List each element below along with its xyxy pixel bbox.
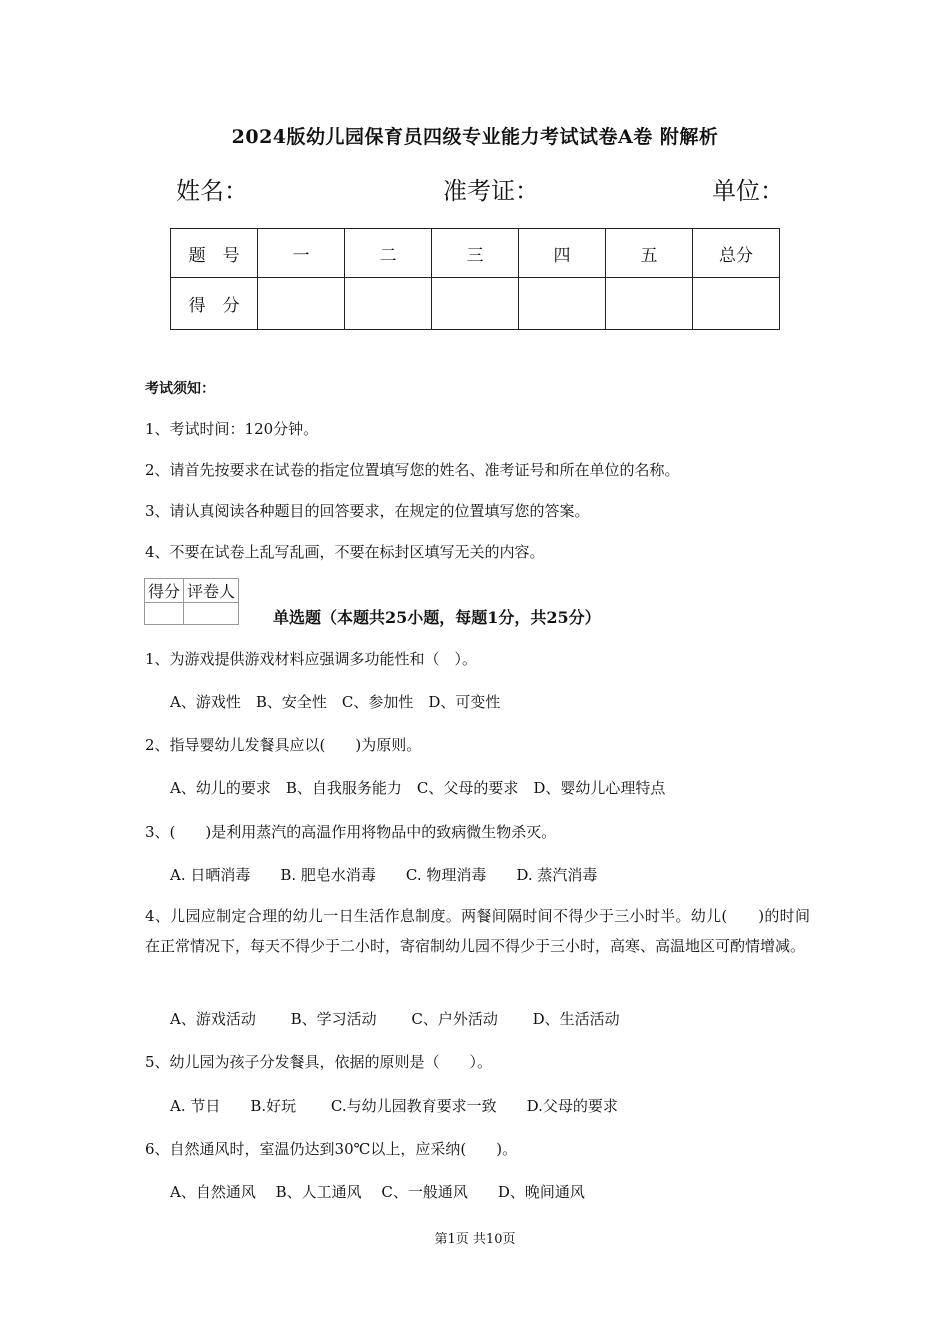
score-table-score-row xyxy=(171,278,780,330)
exam-id-field-label: 准考证： xyxy=(443,177,539,205)
grader-box-grader-label: 评卷人 xyxy=(184,579,239,603)
notice-item: 1、考试时间：120分钟。 xyxy=(145,420,319,438)
question-stem: 6、自然通风时，室温仍达到30℃以上，应采纳( )。 xyxy=(145,1140,518,1158)
score-table-header-cell: 二 xyxy=(345,229,432,278)
score-cell[interactable] xyxy=(258,278,345,330)
score-cell[interactable] xyxy=(606,278,693,330)
grader-box-score-cell[interactable] xyxy=(145,603,184,625)
score-table-header-row xyxy=(171,229,780,278)
page-footer: 第1页 共10页 xyxy=(434,1232,516,1247)
score-table-header-cell: 五 xyxy=(606,229,693,278)
question-options: A、游戏性 B、安全性 C、参加性 D、可变性 xyxy=(170,693,501,711)
score-table-header-cell: 题 号 xyxy=(171,229,258,278)
score-table-header-cell: 三 xyxy=(432,229,519,278)
grader-box-grader-cell[interactable] xyxy=(184,603,239,625)
score-table xyxy=(170,228,780,330)
score-cell[interactable] xyxy=(432,278,519,330)
score-cell[interactable] xyxy=(519,278,606,330)
question-options: A、自然通风 B、人工通风 C、一般通风 D、晚间通风 xyxy=(170,1183,585,1201)
question-stem: 2、指导婴幼儿发餐具应以( )为原则。 xyxy=(145,736,422,754)
question-options: A. 节日 B.好玩 C.与幼儿园教育要求一致 D.父母的要求 xyxy=(170,1097,618,1115)
grader-box xyxy=(144,578,239,625)
score-cell[interactable] xyxy=(692,278,779,330)
score-table-header-cell: 四 xyxy=(519,229,606,278)
score-cell[interactable] xyxy=(345,278,432,330)
notice-item: 2、请首先按要求在试卷的指定位置填写您的姓名、准考证号和所在单位的名称。 xyxy=(145,461,680,479)
name-field-label: 姓名： xyxy=(176,177,248,205)
question-stem: 1、为游戏提供游戏材料应强调多功能性和（ ）。 xyxy=(145,650,478,668)
question-options: A、游戏活动 B、学习活动 C、户外活动 D、生活活动 xyxy=(170,1010,620,1028)
notice-item: 4、不要在试卷上乱写乱画，不要在标封区填写无关的内容。 xyxy=(145,543,545,561)
notice-item: 3、请认真阅读各种题目的回答要求，在规定的位置填写您的答案。 xyxy=(145,502,590,520)
section-title: 单选题（本题共25小题，每题1分，共25分） xyxy=(273,608,601,627)
question-options: A. 日晒消毒 B. 肥皂水消毒 C. 物理消毒 D. 蒸汽消毒 xyxy=(170,866,598,884)
question-options: A、幼儿的要求 B、自我服务能力 C、父母的要求 D、婴幼儿心理特点 xyxy=(170,779,666,797)
unit-field-label: 单位： xyxy=(712,177,784,205)
score-row-label: 得 分 xyxy=(171,278,258,330)
question-stem: 4、儿园应制定合理的幼儿一日生活作息制度。两餐间隔时间不得少于三小时半。幼儿( )的时间在正常情况下，每天不得少于二小时，寄宿制幼儿园不得少于三小时，高寒、高温地区可酌情增减。 xyxy=(145,907,810,955)
notice-heading: 考试须知： xyxy=(145,381,215,397)
page-title: 2024版幼儿园保育员四级专业能力考试试卷A卷 附解析 xyxy=(231,126,719,148)
score-table-header-cell: 一 xyxy=(258,229,345,278)
question-stem: 3、( )是利用蒸汽的高温作用将物品中的致病微生物杀灭。 xyxy=(145,823,557,841)
score-table-header-cell: 总分 xyxy=(692,229,779,278)
grader-box-score-label: 得分 xyxy=(145,579,184,603)
question-stem: 5、幼儿园为孩子分发餐具，依据的原则是（ ）。 xyxy=(145,1053,493,1071)
